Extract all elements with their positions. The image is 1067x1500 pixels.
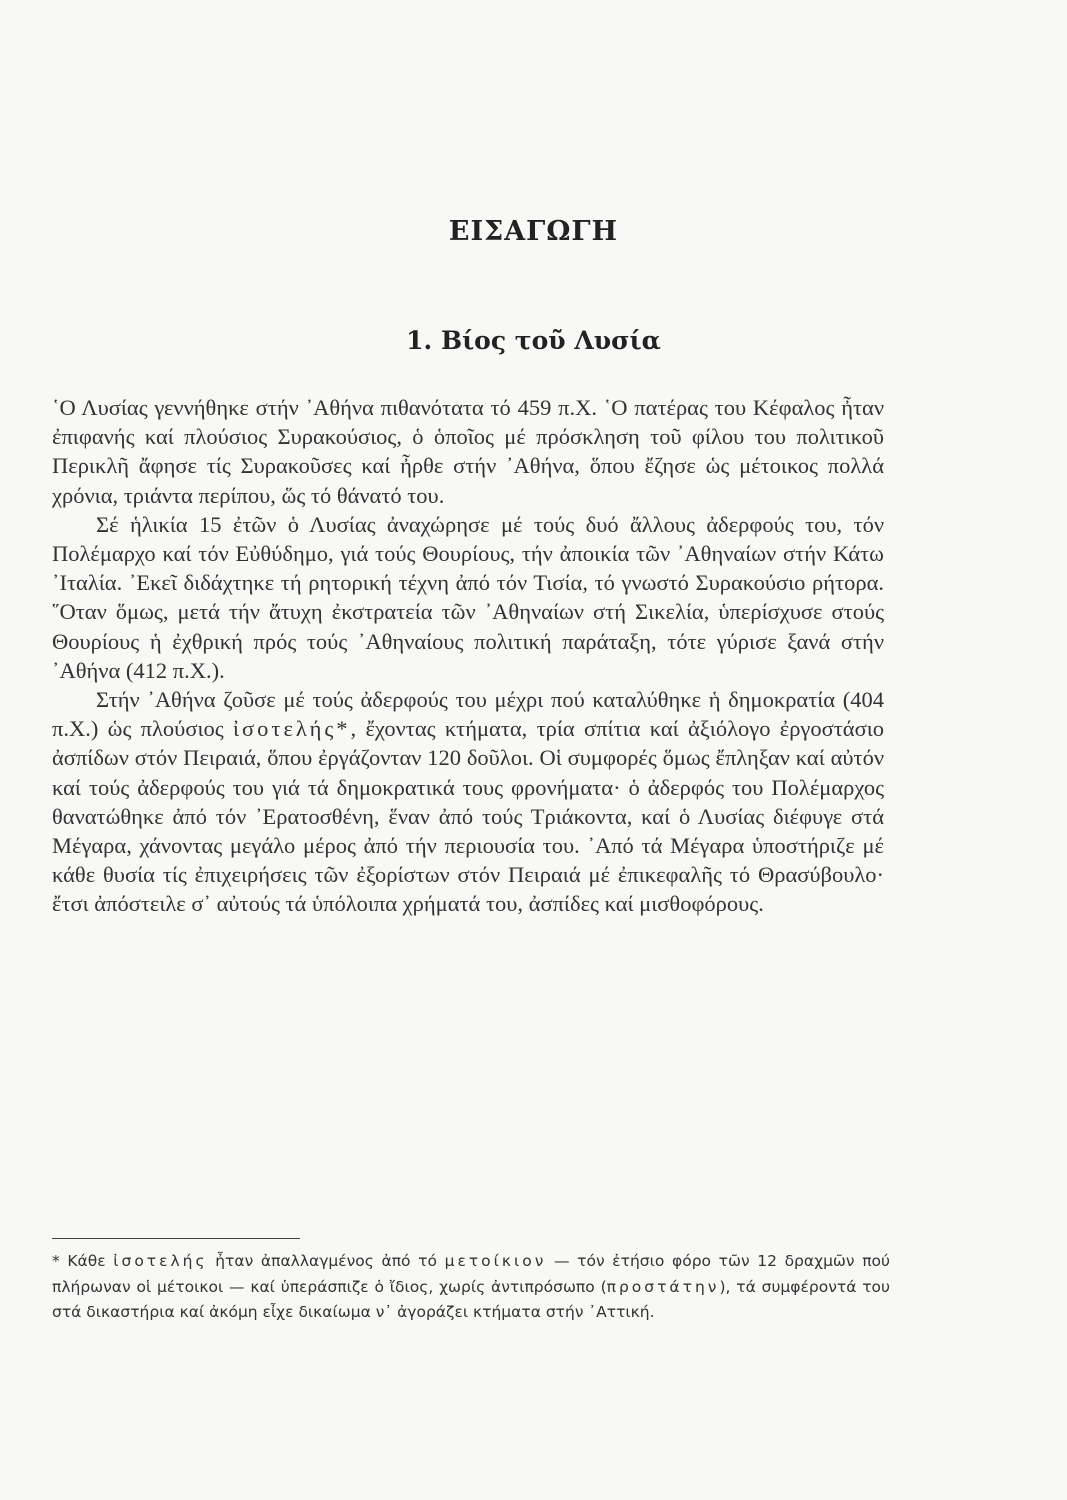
footnote-text-4: ), τά συμφέροντά του στά δικαστήρια καί ἀκόμη εἶχε δικαίωμα ν᾿ ἀγοράζει κτήματα στήν ᾿Αττική. bbox=[52, 1277, 891, 1321]
footnote-text-3: — τόν ἐτήσιο φόρο τῶν 12 δραχμῶν πού πλήρωναν οἱ μέτοικοι — καί ὑπεράσπιζε ὁ ἴδιος, χωρίς ἀντιπρόσωπο ( bbox=[52, 1252, 890, 1296]
footnote-marker: * bbox=[52, 1252, 60, 1270]
footnote-term-metoikion: μετοίκιον bbox=[444, 1252, 547, 1270]
footnote bbox=[52, 1249, 890, 1326]
footnote-term-isoteles: ἰσοτελής bbox=[113, 1252, 208, 1270]
paragraph-1: ῾Ο Λυσίας γεννήθηκε στήν ᾿Αθήνα πιθανότατα τό 459 π.Χ. ῾Ο πατέρας του Κέφαλος ἦταν ἐπιφανής καί πλούσιος Συρακούσιος, ὁ ὁποῖος μέ πρόσκληση τοῦ φίλου του πολιτικοῦ Περικλῆ ἄφησε τίς Συρακοῦσες καί ἦρθε στήν ᾿Αθήνα, ὅπου ἔζησε ὡς μέτοικος πολλά χρόνια, τριάντα περίπου, ὥς τό θάνατό του. bbox=[52, 395, 884, 508]
section-title: 1. Βίος τοῦ Λυσία bbox=[406, 326, 661, 355]
paragraph-3 bbox=[52, 685, 884, 919]
footnote-term-prostatin: προστάτην bbox=[606, 1277, 720, 1296]
footnote-divider bbox=[52, 1238, 300, 1239]
paragraph-2: Σέ ἡλικία 15 ἐτῶν ὁ Λυσίας ἀναχώρησε μέ τούς δυό ἄλλους ἀδερφούς του, τόν Πολέμαρχο καί τόν Εὐθύδημο, γιά τούς Θουρίους, τήν ἀποικία τῶν ᾿Αθηναίων στήν Κάτω ᾿Ιταλία. ᾿Εκεῖ διδάχτηκε τή ρητορική τέχνη ἀπό τόν Τισία, τό γνωστό Συρακούσιο ρήτορα. ῞Οταν ὅμως, μετά τήν ἄτυχη ἐκστρατεία τῶν ᾿Αθηναίων στή Σικελία, ὑπερίσχυσε στούς Θουρίους ἡ ἐχθρική πρός τούς ᾿Αθηναίους πολιτική παράταξη, τότε γύρισε ξανά στήν ᾿Αθήνα (412 π.Χ.). bbox=[52, 511, 884, 683]
footnote-text-2: ἦταν ἀπαλλαγμένος ἀπό τό bbox=[207, 1252, 445, 1270]
term-isoteles: ἰσοτελής* bbox=[232, 716, 351, 742]
footnote-text-1: Κάθε bbox=[59, 1252, 114, 1270]
chapter-title: ΕΙΣΑΓΩΓΗ bbox=[448, 216, 619, 247]
footnote-text bbox=[52, 1249, 890, 1326]
body-text bbox=[52, 393, 884, 919]
paragraph-3-text-before: Στήν ᾿Αθήνα ζοῦσε μέ τούς ἀδερφούς του μέχρι πού καταλύθηκε ἡ δημοκρατία (404 π.Χ.) ὡς πλούσιος bbox=[52, 687, 884, 742]
paragraph-3-text-after: , ἔχοντας κτήματα, τρία σπίτια καί ἀξιόλογο ἐργοστάσιο ἀσπίδων στόν Πειραιά, ὅπου ἐργάζονταν 120 δοῦλοι. Οἱ συμφορές ὅμως ἔπληξαν καί αὐτόν καί τούς ἀδερφούς του γιά τά δημοκρατικά τους φρονήματα· ὁ ἀδερφός του Πολέμαρχος θανατώθηκε ἀπό τόν ᾿Ερατοσθένη, ἕναν ἀπό τούς Τριάκοντα, καί ὁ Λυσίας διέφυγε στά Μέγαρα, χάνοντας μεγάλο μέρος ἀπό τήν περιουσία του. ᾿Από τά Μέγαρα ὑποστήριζε μέ κάθε θυσία τίς ἐπιχειρήσεις τῶν ἐξορίστων στόν Πειραιά μέ ἐπικεφαλῆς τό Θρασύβουλο· ἔτσι ἀπόστειλε σ᾿ αὐτούς τά ὑπόλοιπα χρήματά του, ἀσπίδες καί μισθοφόρους. bbox=[52, 716, 885, 917]
